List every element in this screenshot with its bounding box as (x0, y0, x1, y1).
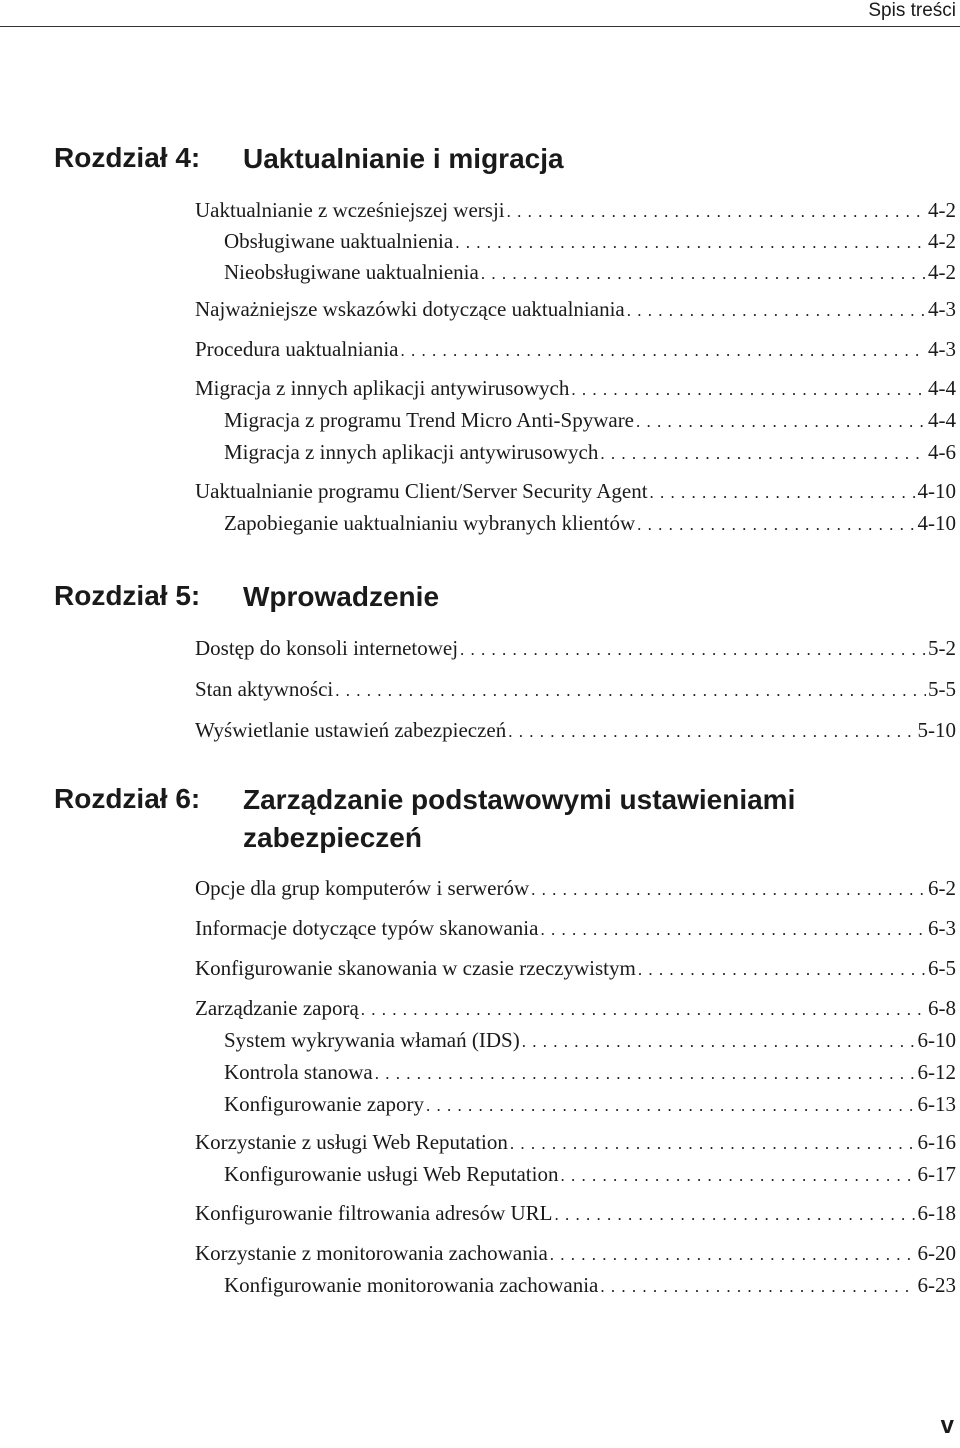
dot-leader (507, 197, 926, 227)
chapter-label: Rozdział 4: (54, 142, 201, 173)
chapter-5 (54, 578, 960, 742)
toc-entry[interactable] (54, 294, 956, 324)
toc-entry-title: Konfigurowanie skanowania w czasie rzeczywistym (195, 956, 636, 980)
toc-entry[interactable] (54, 953, 956, 983)
toc-entry[interactable] (54, 993, 956, 1023)
toc-entry[interactable] (54, 633, 956, 663)
running-header (0, 0, 960, 27)
toc-entry-title: Uaktualnianie programu Client/Server Security Agent (195, 479, 648, 503)
toc-entry-title: Nieobsługiwane uaktualnienia (224, 260, 479, 284)
chapter-title: Wprowadzenie (243, 581, 440, 612)
dot-leader (600, 439, 926, 469)
toc-entry-page: 6-3 (928, 916, 956, 940)
dot-leader (455, 228, 926, 258)
toc-entry-page: 6-5 (928, 956, 956, 980)
chapter-4 (54, 140, 960, 535)
toc-entry[interactable] (54, 1198, 956, 1228)
dot-leader (375, 1059, 916, 1089)
toc-entry[interactable] (54, 1057, 956, 1087)
toc-entry-title: System wykrywania włamań (IDS) (224, 1028, 520, 1052)
dot-leader (550, 1240, 916, 1270)
toc-entry[interactable] (54, 1025, 956, 1055)
toc-entry-title: Kontrola stanowa (224, 1060, 373, 1084)
toc-entry-page: 6-18 (917, 1201, 956, 1225)
toc-entry[interactable] (54, 476, 956, 506)
toc-entry-title: Wyświetlanie ustawień zabezpieczeń (195, 718, 507, 742)
toc-entry[interactable] (54, 1159, 956, 1189)
toc-entry[interactable] (54, 437, 956, 467)
running-header-label: Spis treści (868, 0, 956, 21)
dot-leader (554, 1200, 915, 1230)
toc-entry-page: 4-4 (928, 408, 956, 432)
chapter-label: Rozdział 5: (54, 580, 201, 611)
dot-leader (650, 478, 916, 508)
toc-entry-page: 6-12 (917, 1060, 956, 1084)
dot-leader (600, 1272, 915, 1302)
toc-entry[interactable] (54, 334, 956, 364)
dot-leader (335, 676, 926, 706)
dot-leader (522, 1027, 916, 1057)
toc-entry-page: 4-3 (928, 297, 956, 321)
dot-leader (560, 1161, 915, 1191)
chapter-title: Uaktualnianie i migracja (243, 143, 564, 174)
toc-entry-page: 6-17 (917, 1162, 956, 1186)
dot-leader (638, 955, 926, 985)
toc-entry-title: Informacje dotyczące typów skanowania (195, 916, 539, 940)
toc-entry[interactable] (54, 257, 956, 287)
toc-entry[interactable] (54, 373, 956, 403)
toc-entry-page: 4-3 (928, 337, 956, 361)
toc-entry[interactable] (54, 226, 956, 256)
toc-entry-page: 4-6 (928, 440, 956, 464)
dot-leader (540, 915, 926, 945)
dot-leader (571, 375, 926, 405)
toc-entry[interactable] (54, 1089, 956, 1119)
toc-entry-page: 4-10 (917, 511, 956, 535)
dot-leader (460, 635, 926, 665)
toc-entry[interactable] (54, 1238, 956, 1268)
toc-entry[interactable] (54, 913, 956, 943)
toc-entry-title: Korzystanie z usługi Web Reputation (195, 1130, 508, 1154)
toc-entry-title: Konfigurowanie monitorowania zachowania (224, 1273, 599, 1297)
toc-entry-page: 6-2 (928, 876, 956, 900)
page-number: v (940, 1412, 954, 1439)
toc-entry-page: 6-20 (917, 1241, 956, 1265)
dot-leader (636, 407, 926, 437)
toc-entry-page: 6-16 (917, 1130, 956, 1154)
toc-entry[interactable] (54, 715, 956, 745)
toc-entry-title: Konfigurowanie filtrowania adresów URL (195, 1201, 553, 1225)
toc-entry-page: 4-2 (928, 198, 956, 222)
toc-entry-title: Obsługiwane uaktualnienia (224, 229, 454, 253)
toc-entry-title: Dostęp do konsoli internetowej (195, 636, 459, 660)
toc-entry-page: 6-10 (917, 1028, 956, 1052)
dot-leader (426, 1091, 915, 1121)
dot-leader (531, 875, 926, 905)
toc-entry[interactable] (54, 195, 956, 225)
toc-entry-title: Najważniejsze wskazówki dotyczące uaktualniania (195, 297, 625, 321)
dot-leader (510, 1129, 916, 1159)
toc-entry-page: 4-10 (917, 479, 956, 503)
toc-entry-page: 4-2 (928, 260, 956, 284)
toc-entry-title: Migracja z innych aplikacji antywirusowych (224, 440, 599, 464)
dot-leader (361, 995, 926, 1025)
chapter-6 (54, 781, 960, 1297)
toc-entry-title: Uaktualnianie z wcześniejszej wersji (195, 198, 505, 222)
dot-leader (637, 510, 915, 540)
toc-entry-title: Migracja z programu Trend Micro Anti-Spyware (224, 408, 635, 432)
dot-leader (401, 336, 927, 366)
toc-entry-title: Zapobieganie uaktualnianiu wybranych klientów (224, 511, 636, 535)
toc-entry-page: 6-8 (928, 996, 956, 1020)
toc-entry-title: Zarządzanie zaporą (195, 996, 359, 1020)
chapter-label: Rozdział 6: (54, 783, 201, 814)
toc-entry-page: 4-4 (928, 376, 956, 400)
chapter-heading (54, 781, 960, 855)
toc-entry-page: 5-10 (917, 718, 956, 742)
chapter-title: Zarządzanie podstawowymi ustawieniami zabezpieczeń (243, 784, 796, 853)
dot-leader (627, 296, 926, 326)
toc-entry[interactable] (54, 674, 956, 704)
dot-leader (481, 259, 926, 289)
chapter-heading (54, 578, 960, 614)
toc-entry[interactable] (54, 405, 956, 435)
toc-entry[interactable] (54, 508, 956, 538)
toc-entry-page: 5-2 (928, 636, 956, 660)
toc-entry[interactable] (54, 873, 956, 903)
toc-entry-page: 6-13 (917, 1092, 956, 1116)
chapter-heading (54, 140, 960, 176)
toc-entry-title: Migracja z innych aplikacji antywirusowych (195, 376, 570, 400)
toc-entry-title: Konfigurowanie usługi Web Reputation (224, 1162, 559, 1186)
toc-entry-title: Opcje dla grup komputerów i serwerów (195, 876, 530, 900)
toc-entry-page: 6-23 (917, 1273, 956, 1297)
toc-entry[interactable] (54, 1127, 956, 1157)
toc-entry-title: Procedura uaktualniania (195, 337, 399, 361)
toc-entry-title: Stan aktywności (195, 677, 334, 701)
toc-entry[interactable] (54, 1270, 956, 1300)
dot-leader (508, 717, 915, 747)
toc-entry-page: 4-2 (928, 229, 956, 253)
toc-entry-page: 5-5 (928, 677, 956, 701)
toc-entry-title: Konfigurowanie zapory (224, 1092, 425, 1116)
toc-entry-title: Korzystanie z monitorowania zachowania (195, 1241, 548, 1265)
